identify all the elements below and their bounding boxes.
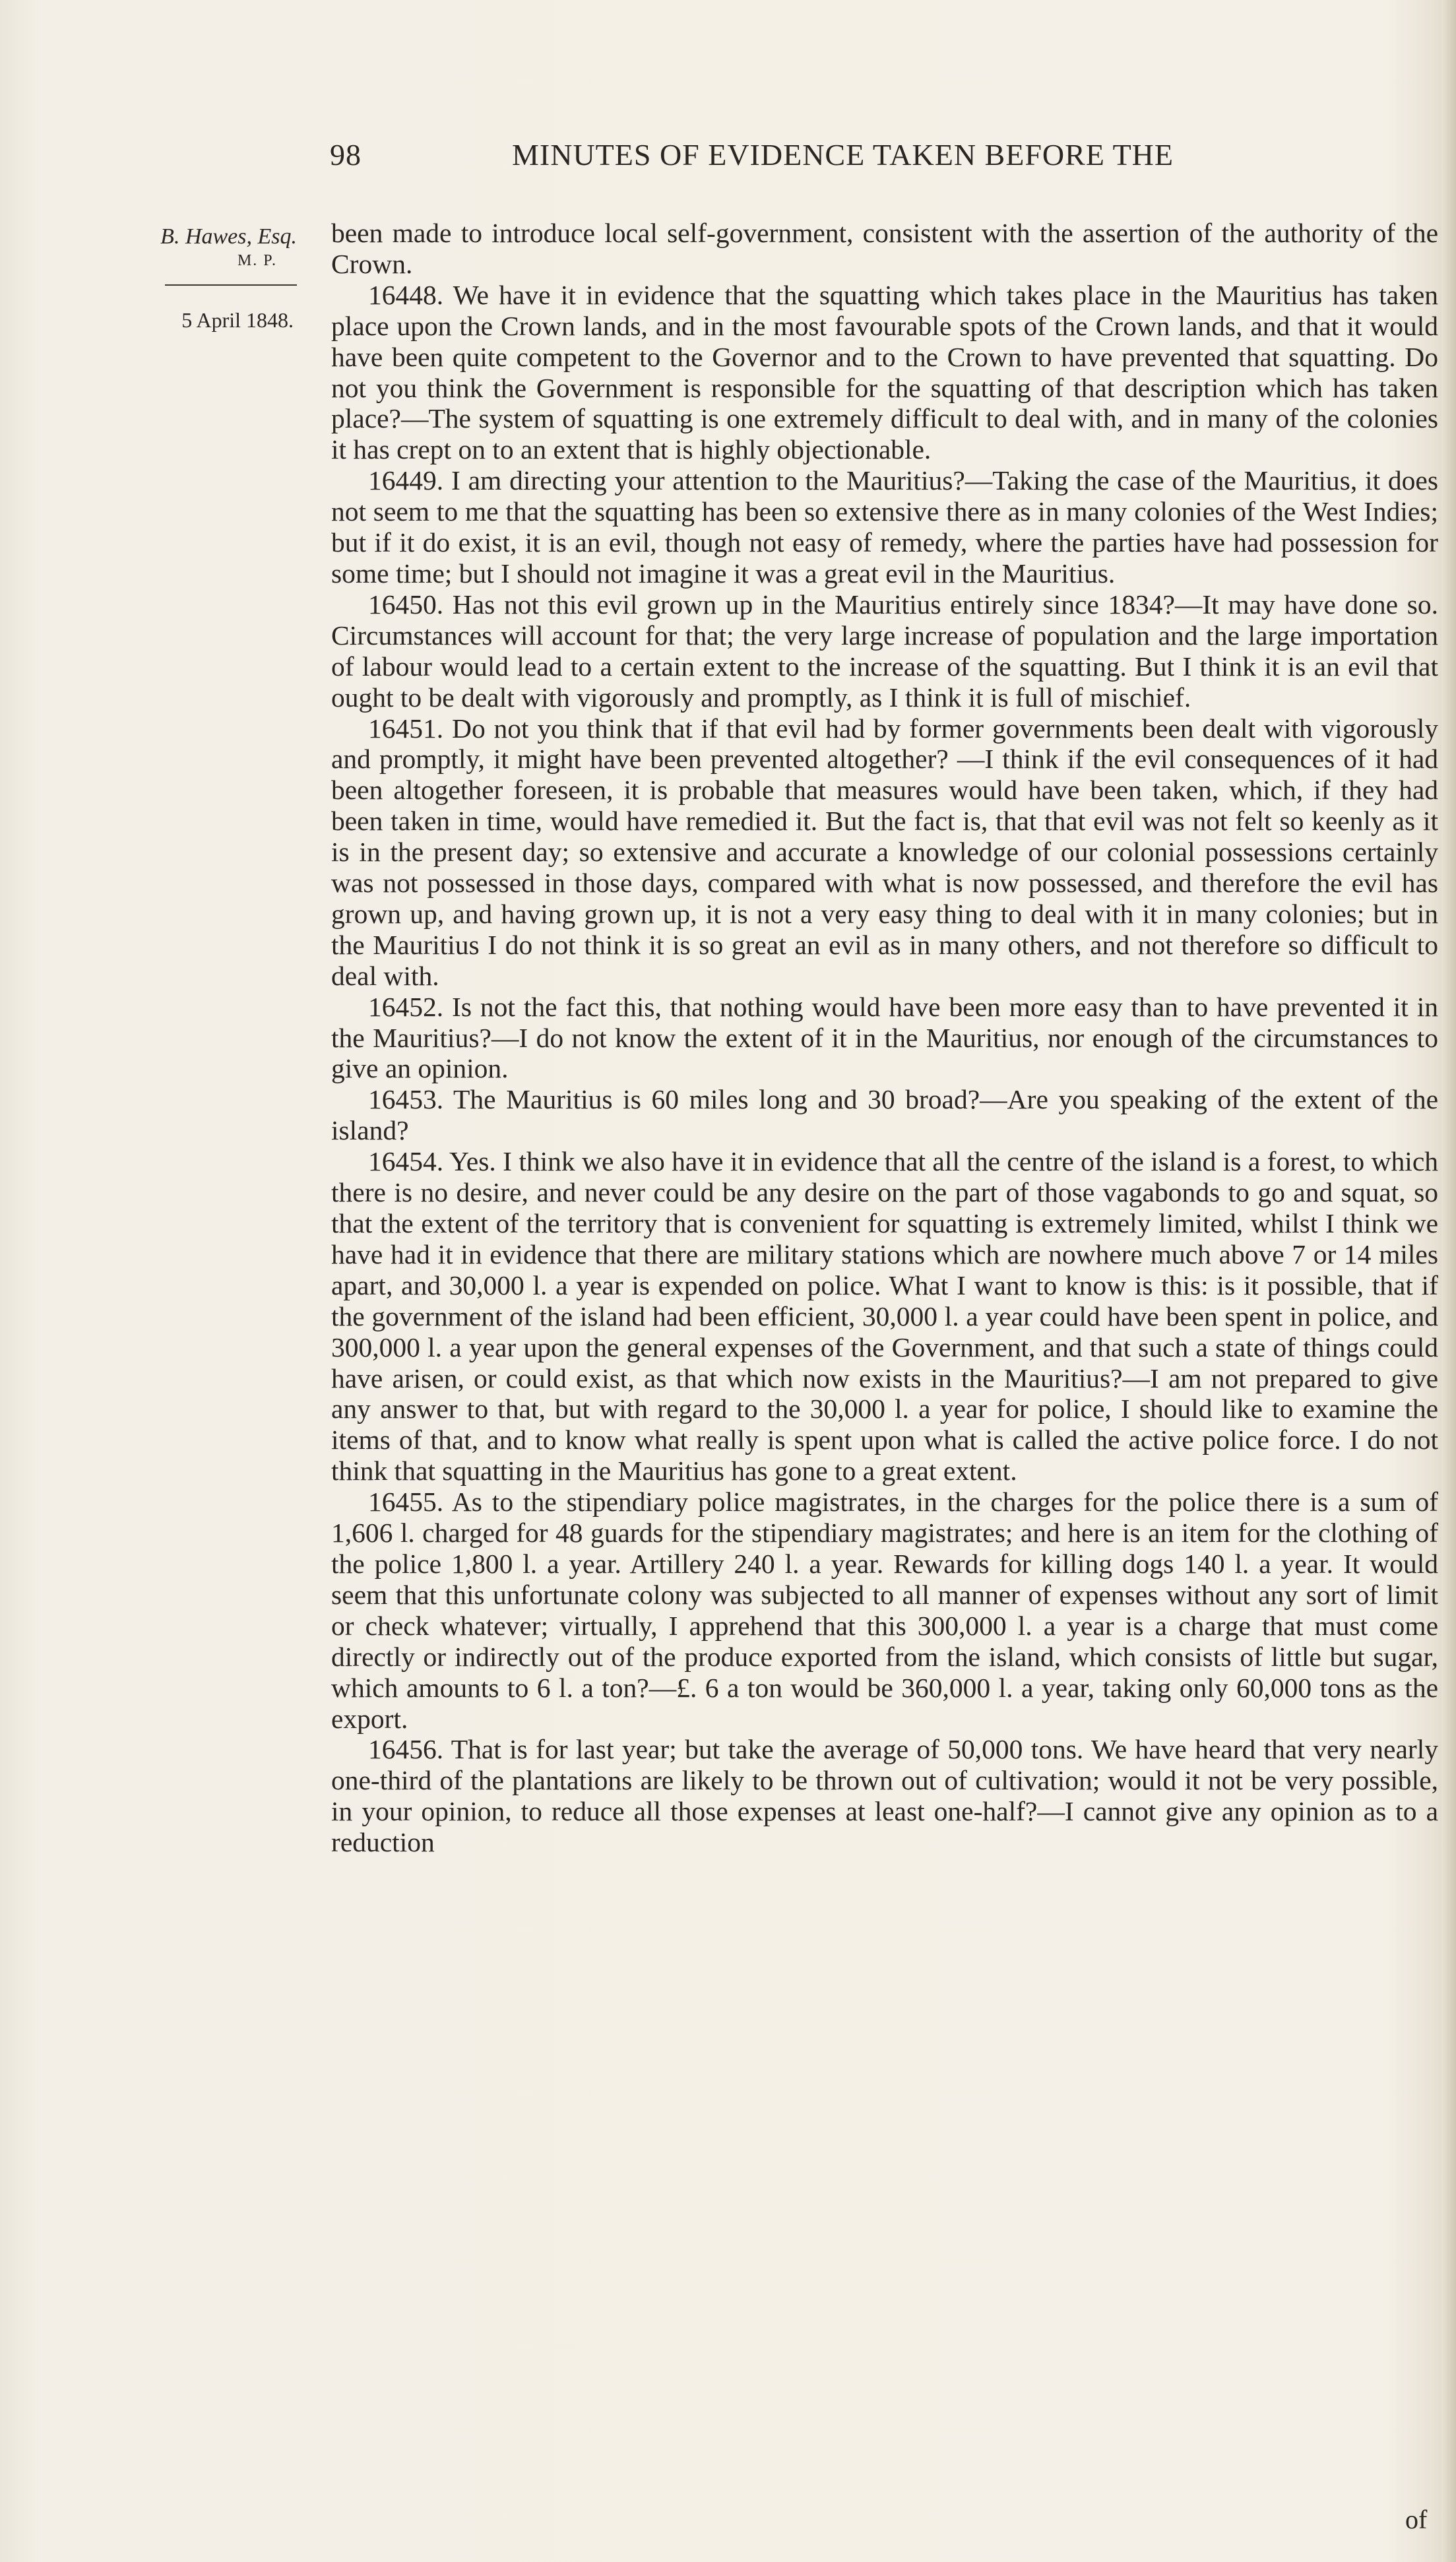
question-16453: 16453. The Mauritius is 60 miles long and 30 broad?—Are you speaking of the extent of the island? <box>331 1084 1438 1146</box>
question-16450: 16450. Has not this evil grown up in the Mauritius entirely since 1834?—It may have done so. Circumstances will account for that; the very large increase of population and the large importation of labour would lead to a certain extent to the increase of the squatting. But I think it is an evil that ought to be dealt with vigorously and promptly, as I think it is full of mischief. <box>331 589 1438 713</box>
margin-rule <box>165 284 297 286</box>
catchword: of <box>1405 2505 1428 2534</box>
question-16451: 16451. Do not you think that if that evil had by former governments been dealt with vigorously and promptly, it might have been prevented altogether? —I think if the evil consequences of it had been altogether foreseen, it is probable that measures would have been taken, which, if they had been taken in time, would have remedied it. But the fact is, that that evil was not felt so keenly as it is in the present day; so extensive and accurate a knowledge of our colonial possessions certainly was not possessed in those days, compared with what is now possessed, and therefore the evil has grown up, and having grown up, it is not a very easy thing to deal with it in many colonies; but in the Mauritius I do not think it is so great an evil as in many others, and not therefore so difficult to deal with. <box>331 713 1438 991</box>
evidence-date: 5 April 1848. <box>181 308 294 332</box>
running-title: MINUTES OF EVIDENCE TAKEN BEFORE THE <box>512 138 1174 172</box>
question-16455: 16455. As to the stipendiary police magistrates, in the charges for the police there is a sum of 1,606 l. charged for 48 guards for the stipendiary magistrates; and here is an item for the clothing of the police 1,800 l. a year. Artillery 240 l. a year. Rewards for killing dogs 140 l. a year. It would seem that this unfortunate colony was subjected to all manner of expenses without any sort of limit or check whatever; virtually, I apprehend that this 300,000 l. a year is a charge that must come directly or indirectly out of the produce exported from the island, which consists of little but sugar, which amounts to 6 l. a ton?—£. 6 a ton would be 360,000 l. a year, taking only 60,000 tons as the export. <box>331 1487 1438 1734</box>
question-16456: 16456. That is for last year; but take the average of 50,000 tons. We have heard that very nearly one-third of the plantations are likely to be thrown out of cultivation; would it not be very possible, in your opinion, to reduce all those expenses at least one-half?—I cannot give any opinion as to a reduction <box>331 1734 1438 1858</box>
question-16452: 16452. Is not the fact this, that nothing would have been more easy than to have prevented it in the Mauritius?—I do not know the extent of it in the Mauritius, nor enough of the circumstances to give an opinion. <box>331 991 1438 1084</box>
page-header <box>330 137 1438 183</box>
evidence-text <box>331 218 1438 1858</box>
margin-notes <box>99 224 317 333</box>
page-edge-shadow <box>1441 0 1456 2562</box>
witness-name: B. Hawes, Esq. <box>160 224 297 249</box>
witness-title: M. P. <box>237 252 277 269</box>
question-16454: 16454. Yes. I think we also have it in evidence that all the centre of the island is a forest, to which there is no desire, and never could be any desire on the part of those vagabonds to go and squat, so that the extent of the territory that is convenient for squatting is extremely limited, whilst I think we have had it in evidence that there are military stations which are nowhere much above 7 or 14 miles apart, and 30,000 l. a year is expended on police. What I want to know is this: is it possible, that if the government of the island had been efficient, 30,000 l. a year could have been spent in police, and 300,000 l. a year upon the general expenses of the Government, and that such a state of things could have arisen, or could exist, as that which now exists in the Mauritius?—I am not prepared to give any answer to that, but with regard to the 30,000 l. a year for police, I should like to examine the items of that, and to know what really is spent upon what is called the active police force. I do not think that squatting in the Mauritius has gone to a great extent. <box>331 1146 1438 1487</box>
question-16449: 16449. I am directing your attention to the Mauritius?—Taking the case of the Mauritius, it does not seem to me that the squatting has been so extensive there as in many colonies of the West Indies; but if it do exist, it is an evil, though not easy of remedy, where the parties have had possession for some time; but I should not imagine it was a great evil in the Mauritius. <box>331 465 1438 589</box>
question-16448: 16448. We have it in evidence that the squatting which takes place in the Mauritius has taken place upon the Crown lands, and in the most favourable spots of the Crown lands, and that it would have been quite competent to the Governor and to the Crown to have prevented that squatting. Do not you think the Government is responsible for the squatting of that description which has taken place?—The system of squatting is one extremely difficult to deal with, and in many of the colonies it has crept on to an extent that is highly objectionable. <box>331 279 1438 465</box>
paragraph-continuation: been made to introduce local self-government, consistent with the assertion of the authority of the Crown. <box>331 218 1438 279</box>
page-number: 98 <box>330 138 362 172</box>
